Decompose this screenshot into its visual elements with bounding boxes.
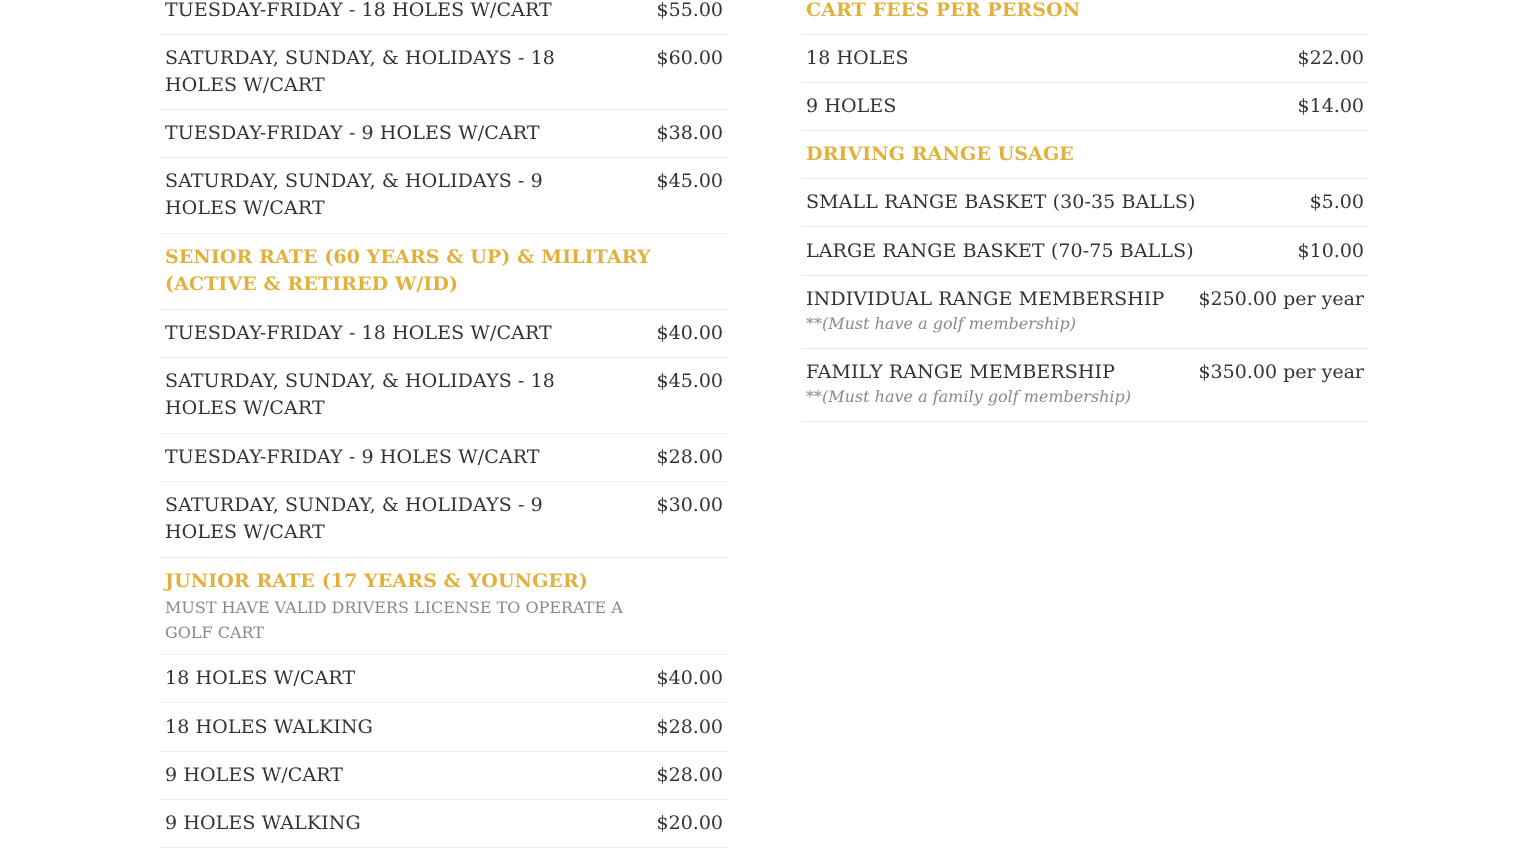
price-row <box>801 93 1369 131</box>
section-heading-cart-fees <box>801 0 1369 35</box>
price-row <box>160 810 728 848</box>
price-row <box>160 0 728 35</box>
price-row <box>160 714 728 752</box>
section-heading-senior <box>160 244 728 310</box>
price-row <box>160 45 728 110</box>
price-row <box>801 359 1369 422</box>
item-price: $28.00 <box>656 446 723 468</box>
item-price: $40.00 <box>656 322 723 344</box>
item-name: SATURDAY, SUNDAY, & HOLIDAYS - 9 HOLES W/CART <box>165 170 543 219</box>
section-title: SENIOR RATE (60 YEARS & UP) & MILITARY (ACTIVE & RETIRED W/ID) <box>165 246 651 295</box>
price-row <box>160 320 728 358</box>
item-name: 9 HOLES <box>806 95 897 117</box>
item-name: 9 HOLES WALKING <box>165 812 361 834</box>
section-heading-junior <box>160 568 728 655</box>
item-price: $40.00 <box>656 667 723 689</box>
item-price: $20.00 <box>656 812 723 834</box>
item-price: $30.00 <box>656 494 723 516</box>
item-name: 18 HOLES W/CART <box>165 667 356 689</box>
item-name: TUESDAY-FRIDAY - 9 HOLES W/CART <box>165 446 540 468</box>
item-name: FAMILY RANGE MEMBERSHIP <box>806 361 1116 383</box>
item-name: 18 HOLES <box>806 47 909 69</box>
item-price: $350.00 per year <box>1198 361 1364 383</box>
item-note: **(Must have a golf membership) <box>806 314 1077 333</box>
price-row <box>160 665 728 703</box>
price-row <box>160 120 728 158</box>
item-price: $55.00 <box>656 0 723 21</box>
item-price: $28.00 <box>656 764 723 786</box>
item-price: $38.00 <box>656 122 723 144</box>
item-name: TUESDAY-FRIDAY - 18 HOLES W/CART <box>165 0 552 21</box>
item-price: $22.00 <box>1297 47 1364 69</box>
item-name: TUESDAY-FRIDAY - 18 HOLES W/CART <box>165 322 552 344</box>
item-name: TUESDAY-FRIDAY - 9 HOLES W/CART <box>165 122 540 144</box>
price-row <box>160 368 728 434</box>
item-note: **(Must have a family golf membership) <box>806 387 1131 406</box>
item-price: $45.00 <box>656 370 723 392</box>
price-row <box>801 45 1369 83</box>
item-price: $60.00 <box>656 47 723 69</box>
section-title: DRIVING RANGE USAGE <box>806 143 1074 165</box>
price-row <box>801 189 1369 227</box>
item-price: $5.00 <box>1309 191 1364 213</box>
section-title: CART FEES PER PERSON <box>806 0 1081 21</box>
item-name: LARGE RANGE BASKET (70-75 BALLS) <box>806 240 1194 262</box>
item-price: $10.00 <box>1297 240 1364 262</box>
price-row <box>801 238 1369 276</box>
item-price: $14.00 <box>1297 95 1364 117</box>
price-row <box>801 286 1369 349</box>
item-name: INDIVIDUAL RANGE MEMBERSHIP <box>806 288 1165 310</box>
price-row <box>160 492 728 558</box>
item-price: $28.00 <box>656 716 723 738</box>
item-name: SATURDAY, SUNDAY, & HOLIDAYS - 18 HOLES W/CART <box>165 47 555 96</box>
item-name: SMALL RANGE BASKET (30-35 BALLS) <box>806 191 1196 213</box>
item-price: $45.00 <box>656 170 723 192</box>
item-price: $250.00 per year <box>1198 288 1364 310</box>
item-name: 18 HOLES WALKING <box>165 716 373 738</box>
price-row <box>160 168 728 234</box>
item-name: 9 HOLES W/CART <box>165 764 344 786</box>
section-heading-driving-range <box>801 141 1369 179</box>
section-title: JUNIOR RATE (17 YEARS & YOUNGER) <box>165 570 588 592</box>
price-row <box>160 762 728 800</box>
item-name: SATURDAY, SUNDAY, & HOLIDAYS - 18 HOLES W/CART <box>165 370 555 419</box>
price-row <box>160 444 728 482</box>
section-note: MUST HAVE VALID DRIVERS LICENSE TO OPERATE A GOLF CART <box>165 598 623 642</box>
item-name: SATURDAY, SUNDAY, & HOLIDAYS - 9 HOLES W/CART <box>165 494 543 543</box>
